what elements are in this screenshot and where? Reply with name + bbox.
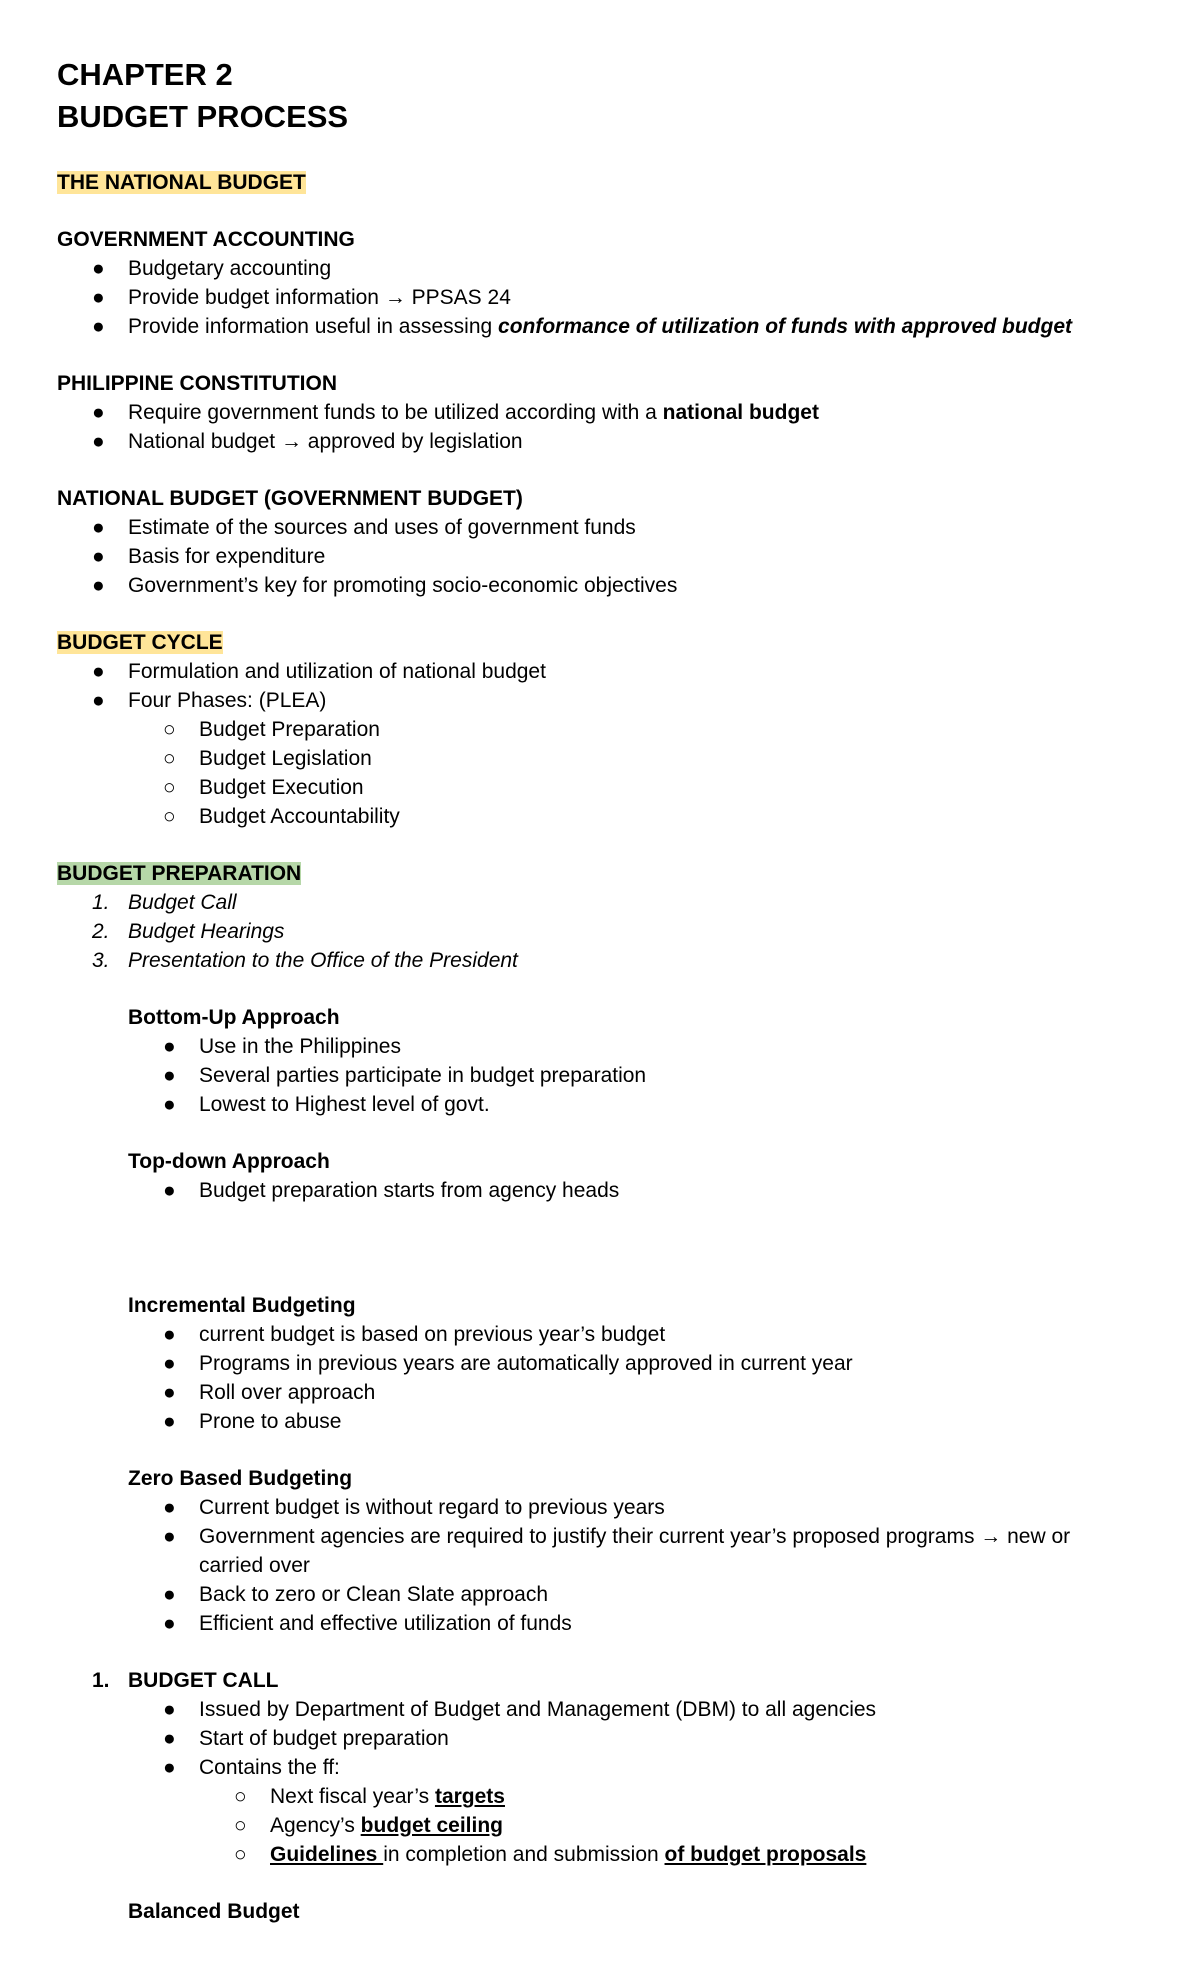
- circle-bullet-icon: ○: [234, 1814, 247, 1837]
- emphasis-text: Guidelines: [270, 1843, 384, 1866]
- emphasis-text: conformance of utilization of funds with approved budget: [498, 315, 1073, 338]
- bullet-icon: ●: [92, 257, 105, 280]
- bullet-icon: ●: [163, 1093, 176, 1116]
- list-item: ● Provide budget information → PPSAS 24: [128, 284, 511, 312]
- bullet-icon: ●: [92, 516, 105, 539]
- bullet-icon: ●: [163, 1727, 176, 1750]
- bullet-icon: ●: [92, 315, 105, 338]
- bold-text: national budget: [662, 401, 819, 424]
- list-item: ● Start of budget preparation: [199, 1725, 449, 1753]
- list-item: ● Current budget is without regard to previous years: [199, 1494, 665, 1522]
- list-item: ● current budget is based on previous year’s budget: [199, 1321, 665, 1349]
- circle-bullet-icon: ○: [234, 1785, 247, 1808]
- heading-incremental-budgeting: Incremental Budgeting: [128, 1294, 356, 1317]
- section-budget-cycle: [57, 630, 223, 656]
- sub-list-item: ○ Agency’s budget ceiling: [270, 1812, 503, 1840]
- sub-list-item: ○ Budget Legislation: [199, 745, 372, 773]
- list-item: ● Issued by Department of Budget and Management (DBM) to all agencies: [199, 1696, 876, 1724]
- list-item: ● Formulation and utilization of national budget: [128, 658, 546, 686]
- bullet-icon: ●: [92, 689, 105, 712]
- circle-bullet-icon: ○: [163, 718, 176, 741]
- bullet-icon: ●: [163, 1612, 176, 1635]
- bullet-icon: ●: [92, 545, 105, 568]
- list-item: ● Estimate of the sources and uses of government funds: [128, 514, 636, 542]
- section-budget-cycle-label: BUDGET CYCLE: [57, 631, 223, 654]
- list-item: ● National budget → approved by legislation: [128, 428, 523, 456]
- list-item: ● Government’s key for promoting socio-economic objectives: [128, 572, 677, 600]
- bullet-icon: ●: [163, 1064, 176, 1087]
- sub-list-item: ○ Budget Accountability: [199, 803, 400, 831]
- list-number: 1.: [92, 1669, 110, 1692]
- bullet-icon: ●: [163, 1496, 176, 1519]
- list-item: ● Programs in previous years are automatically approved in current year: [199, 1350, 853, 1378]
- circle-bullet-icon: ○: [163, 747, 176, 770]
- list-item: ● Four Phases: (PLEA): [128, 687, 326, 715]
- bullet-icon: ●: [163, 1756, 176, 1779]
- list-item: ● Efficient and effective utilization of funds: [199, 1610, 572, 1638]
- heading-bottom-up-approach: Bottom-Up Approach: [128, 1006, 340, 1029]
- section-national-budget-label: THE NATIONAL BUDGET: [57, 171, 306, 194]
- heading-national-government-budget: NATIONAL BUDGET (GOVERNMENT BUDGET): [57, 487, 523, 510]
- numbered-item: 1. Budget Call: [128, 889, 237, 917]
- list-item: ● Several parties participate in budget preparation: [199, 1062, 646, 1090]
- bullet-icon: ●: [92, 401, 105, 424]
- bullet-icon: ●: [92, 660, 105, 683]
- bullet-icon: ●: [163, 1698, 176, 1721]
- bullet-icon: ●: [163, 1035, 176, 1058]
- circle-bullet-icon: ○: [163, 776, 176, 799]
- sub-list-item: ○ Next fiscal year’s targets: [270, 1783, 505, 1811]
- list-item: ● Require government funds to be utilized according with a national budget: [128, 399, 819, 427]
- heading-government-accounting: GOVERNMENT ACCOUNTING: [57, 228, 355, 251]
- emphasis-text: budget ceiling: [360, 1814, 504, 1837]
- bullet-icon: ●: [163, 1525, 176, 1548]
- list-number: 2.: [92, 920, 110, 943]
- list-item: ● Budgetary accounting: [128, 255, 331, 283]
- heading-budget-call: 1. BUDGET CALL: [92, 1669, 279, 1692]
- list-item: ● Provide information useful in assessing conformance of utilization of funds with approved budget: [128, 313, 1072, 341]
- emphasis-text: targets: [434, 1785, 505, 1808]
- circle-bullet-icon: ○: [234, 1843, 247, 1866]
- bullet-icon: ●: [92, 286, 105, 309]
- bullet-icon: ●: [92, 430, 105, 453]
- sub-list-item: ○ Guidelines in completion and submission of budget proposals: [270, 1841, 866, 1869]
- list-number: 1.: [92, 891, 110, 914]
- bullet-icon: ●: [163, 1323, 176, 1346]
- heading-top-down-approach: Top-down Approach: [128, 1150, 330, 1173]
- section-national-budget: [57, 170, 306, 196]
- bullet-icon: ●: [163, 1583, 176, 1606]
- list-item: ● Basis for expenditure: [128, 543, 325, 571]
- circle-bullet-icon: ○: [163, 805, 176, 828]
- section-budget-preparation-label: BUDGET PREPARATION: [57, 862, 302, 885]
- chapter-number: CHAPTER 2: [57, 57, 233, 92]
- list-item: ● Use in the Philippines: [199, 1033, 401, 1061]
- list-item: ● Roll over approach: [199, 1379, 375, 1407]
- chapter-title: BUDGET PROCESS: [57, 99, 349, 134]
- sub-list-item: ○ Budget Preparation: [199, 716, 380, 744]
- list-item-continuation: carried over: [199, 1554, 310, 1577]
- section-budget-preparation: [57, 861, 301, 887]
- numbered-item: 3. Presentation to the Office of the President: [128, 947, 518, 975]
- heading-philippine-constitution: PHILIPPINE CONSTITUTION: [57, 372, 338, 395]
- numbered-item: 2. Budget Hearings: [128, 918, 284, 946]
- list-item: ● Lowest to Highest level of govt.: [199, 1091, 490, 1119]
- list-item: ● Prone to abuse: [199, 1408, 341, 1436]
- list-item: ● Budget preparation starts from agency heads: [199, 1177, 619, 1205]
- bullet-icon: ●: [163, 1179, 176, 1202]
- sub-list-item: ○ Budget Execution: [199, 774, 364, 802]
- bullet-icon: ●: [163, 1381, 176, 1404]
- list-item: ● Back to zero or Clean Slate approach: [199, 1581, 548, 1609]
- emphasis-text: of budget proposals: [664, 1843, 867, 1866]
- bullet-icon: ●: [163, 1352, 176, 1375]
- list-item: ● Contains the ff:: [199, 1754, 340, 1782]
- bullet-icon: ●: [92, 574, 105, 597]
- bullet-icon: ●: [163, 1410, 176, 1433]
- list-number: 3.: [92, 949, 110, 972]
- heading-zero-based-budgeting: Zero Based Budgeting: [128, 1467, 353, 1490]
- heading-balanced-budget: Balanced Budget: [128, 1900, 300, 1923]
- list-item: ● Government agencies are required to justify their current year’s proposed programs → new or: [199, 1523, 1070, 1551]
